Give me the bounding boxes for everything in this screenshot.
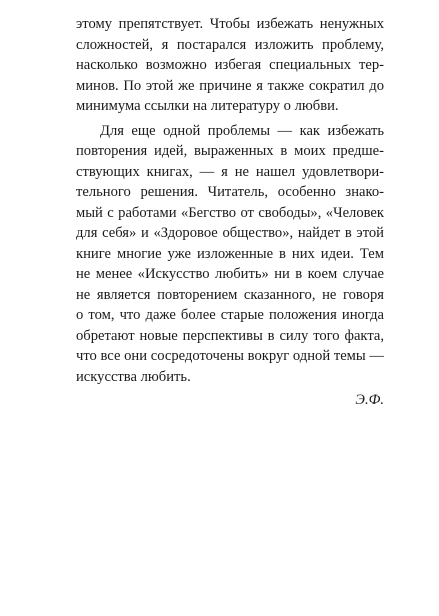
paragraph-1: [76, 14, 384, 117]
text-line: обретают новые перспективы в силу того факта,: [76, 327, 384, 344]
text-line: мый с работами «Бегство от свободы», «Человек: [76, 204, 384, 221]
paragraph-2: [76, 121, 384, 388]
text-line: этому препятствует. Чтобы избежать ненужных: [76, 16, 384, 32]
text-line: для себя» и «Здоровое общество», найдет в этой: [76, 225, 384, 241]
author-signature: Э.Ф.: [355, 392, 384, 408]
text-line: книге многие уже изложенные в них идеи. Тем: [76, 245, 384, 262]
text-line: ствующих книгах, — я не нашел удовлетвори-: [76, 163, 384, 180]
text-line: искусства любить.: [76, 368, 191, 385]
text-line: не менее «Искусство любить» ни в коем случае: [76, 266, 384, 282]
text-line: минов. По этой же причине я также сократил до: [76, 77, 384, 94]
text-line: минимума ссылки на литературу о любви.: [76, 98, 339, 114]
text-line: не является повторением сказанного, не говоря: [76, 286, 384, 303]
text-line: повторения идей, выраженных в моих предше-: [76, 143, 384, 159]
text-line: что все они сосредоточены вокруг одной темы —: [76, 348, 384, 364]
body-text: [76, 14, 384, 411]
text-line: о том, что даже более старые положения иногда: [76, 307, 384, 323]
text-line: сложностей, я постарался изложить проблему,: [76, 36, 384, 53]
text-line: тельного решения. Читатель, особенно знако-: [76, 184, 384, 200]
text-line: Для еще одной проблемы — как избежать: [100, 122, 384, 139]
text-line: насколько возможно избегая специальных тер-: [76, 57, 384, 73]
